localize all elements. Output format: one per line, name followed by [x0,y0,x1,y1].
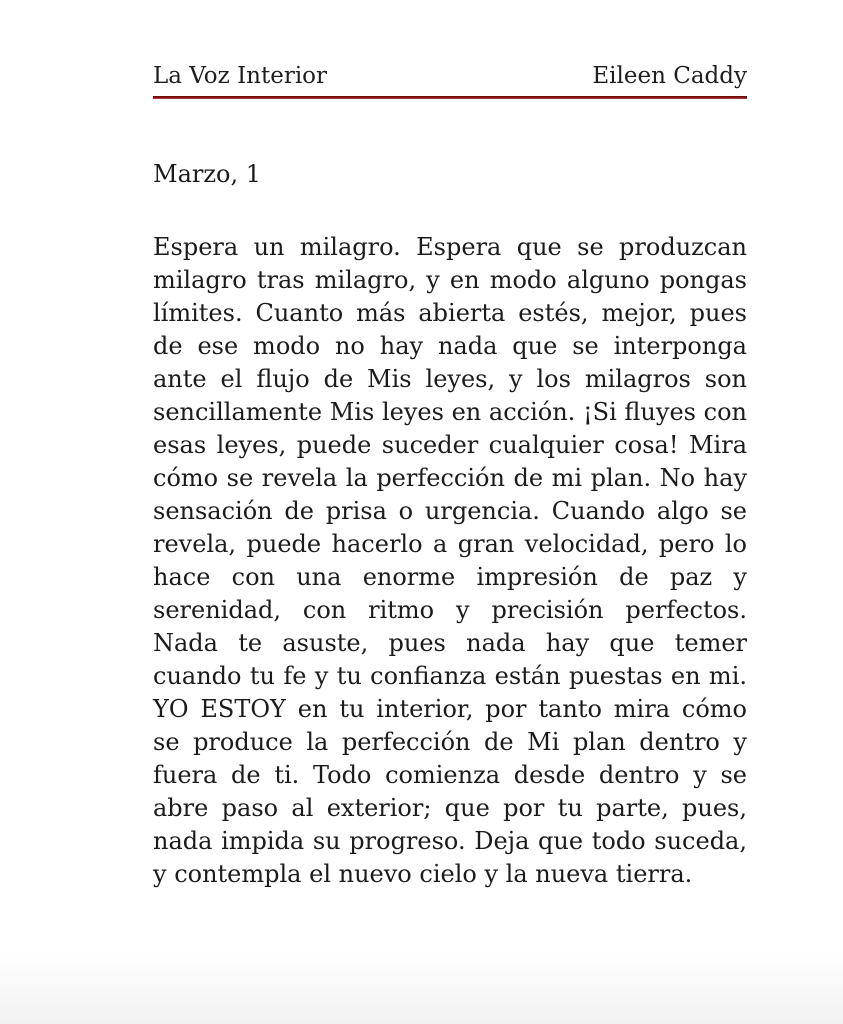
page-bottom-fade [0,952,843,1024]
body-paragraph: Espera un milagro. Espera que se produzcan milagro tras milagro, y en modo alguno pongas límites. Cuanto más abierta estés, mejor, pues de ese modo no hay nada que se interponga ante el flujo de Mis leyes, y los milagros son sencillamente Mis leyes en acción. ¡Si fluyes con esas leyes, puede suceder cualquier cosa! Mira cómo se revela la perfección de mi plan. No hay sensación de prisa o urgencia. Cuando algo se revela, puede hacerlo a gran velocidad, pero lo hace con una enorme impresión de paz y serenidad, con ritmo y precisión perfectos. Nada te asuste, pues nada hay que temer cuando tu fe y tu confianza están puestas en mi. YO ESTOY en tu interior, por tanto mira cómo se produce la perfección de Mi plan dentro y fuera de ti. Todo comienza desde dentro y se abre paso al exterior; que por tu parte, pues, nada impida su progreso. Deja que todo suceda, y contempla el nuevo cielo y la nueva tierra. [153,233,747,889]
page-content-column [153,63,747,891]
author-name: Eileen Caddy [592,63,747,89]
header-rule-divider [153,96,747,99]
date-heading: Marzo, 1 [153,159,261,188]
book-title: La Voz Interior [153,63,328,89]
running-header [153,63,747,96]
